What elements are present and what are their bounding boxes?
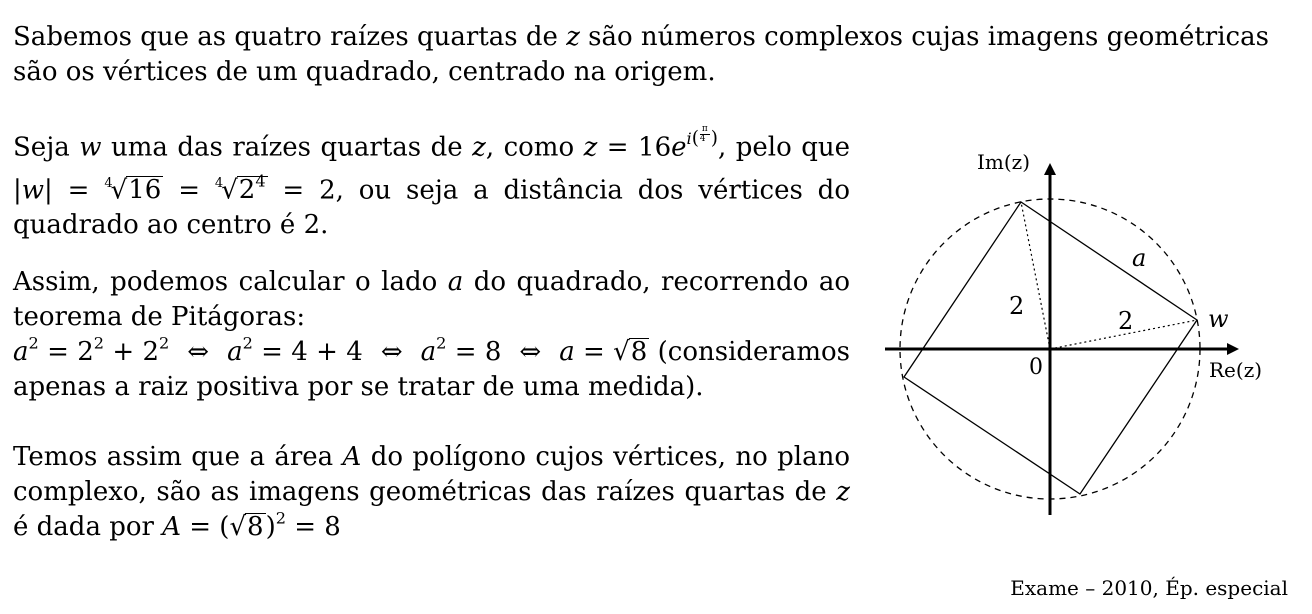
complex-plane-figure (880, 150, 1280, 520)
imaginary-axis-label: Im(z) (977, 150, 1031, 174)
side-a-label: a (1132, 244, 1147, 272)
pythagoras-paragraph: Assim, podemos calcular o lado a do quadrado, recorrendo ao teorema de Pitágoras: $a^2 = 2^2 + 2^2$ ⇔ $a^2 = 4 + 4$ ⇔ $a^2 = 8$ ⇔ a = √8 (consideramos apenas a raiz positiva por se tratar de uma medida). (13, 267, 850, 402)
radius-paragraph: Seja w uma das raízes quartas de z, como $z = 16e^{i( \frac{\pi}{4} )}$, pelo que $|w| = ^4√16 = ^4√2^4 = 2$, ou seja a distância dos vértices do quadrado ao centro é 2. (13, 124, 850, 241)
radius-label-right: 2 (1118, 307, 1134, 335)
radius-segment-upper (1021, 202, 1050, 349)
source-citation: Exame – 2010, Ép. especial (1010, 576, 1288, 600)
real-axis-label: Re(z) (1209, 358, 1263, 382)
real-axis-arrow-icon (1227, 343, 1239, 355)
origin-label: 0 (1029, 355, 1043, 380)
radius-label-left: 2 (1009, 292, 1025, 320)
imaginary-axis-arrow-icon (1044, 163, 1056, 175)
vertex-w-label: w (1208, 305, 1229, 333)
area-paragraph: Temos assim que a área A do polígono cujos vértices, no plano complexo, são as imagens geométricas das raízes quartas de z é dada por $A = (√8)^2 = 8$ (13, 442, 851, 542)
intro-paragraph: Sabemos que as quatro raízes quartas de z são números complexos cujas imagens geométricas são os vértices de um quadrado, centrado na origem. (13, 22, 1269, 87)
